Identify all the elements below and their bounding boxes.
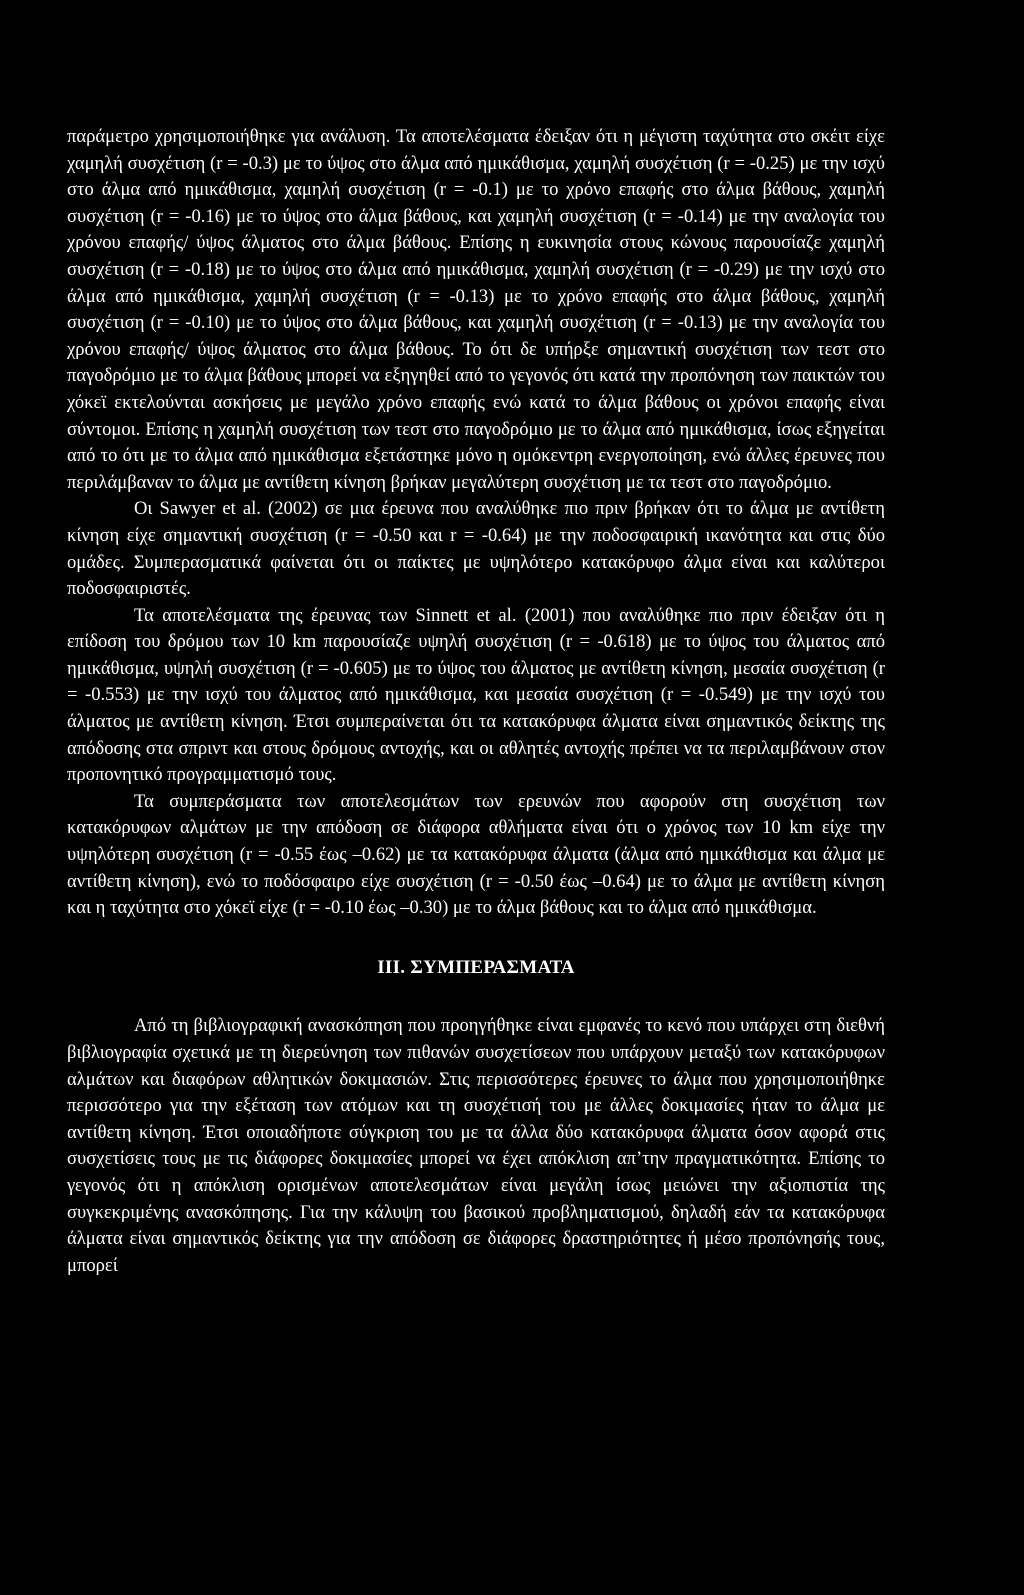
- paragraph-results-hockey: παράμετρο χρησιμοποιήθηκε για ανάλυση. Τα αποτελέσματα έδειξαν ότι η μέγιστη ταχύτητα στο σκέιτ είχε χαμηλή συσχέτιση (r = -0.3) με το ύψος στο άλμα από ημικάθισμα, χαμηλή συσχέτιση (r = -0.25) με την ισχύ στο άλμα από ημικάθισμα, χαμηλή συσχέτιση (r = -0.1) με το χρόνο επαφής στο άλμα βάθους, χαμηλή συσχέτιση (r = -0.16) με το ύψος στο άλμα βάθους, και χαμηλή συσχέτιση (r = -0.14) με την αναλογία του χρόνου επαφής/ ύψος άλματος στο άλμα βάθους. Επίσης η ευκινησία στους κώνους παρουσίαζε χαμηλή συσχέτιση (r = -0.18) με το ύψος στο άλμα από ημικάθισμα, χαμηλή συσχέτιση (r = -0.29) με την ισχύ στο άλμα από ημικάθισμα, χαμηλή συσχέτιση (r = -0.13) με το χρόνο επαφής στο άλμα βάθους, χαμηλή συσχέτιση (r = -0.10) με το ύψος στο άλμα βάθους, και χαμηλή συσχέτιση (r = -0.13) με την αναλογία του χρόνου επαφής/ ύψος άλματος στο άλμα βάθους. Το ότι δε υπήρξε σημαντική συσχέτιση των τεστ στο παγοδρόμιο με το άλμα βάθους μπορεί να εξηγηθεί από το γεγονός ότι κατά την προπόνηση των παικτών του χόκεϊ εκτελούνται ασκήσεις με μεγάλο χρόνο επαφής ενώ κατά το άλμα βάθους οι χρόνοι επαφής είναι σύντομοι. Επίσης η χαμηλή συσχέτιση των τεστ στο παγοδρόμιο με το άλμα από ημικάθισμα, ίσως εξηγείται από το ότι με το άλμα από ημικάθισμα εξετάστηκε μόνο η ομόκεντρη ενεργοποίηση, ενώ άλλες έρευνες που περιλάμβαναν το άλμα με αντίθετη κίνηση βρήκαν μεγαλύτερη συσχέτιση με τα τεστ στο παγοδρόμιο.: [67, 126, 885, 493]
- paragraph-sawyer: Οι Sawyer et al. (2002) σε μια έρευνα που αναλύθηκε πιο πριν βρήκαν ότι το άλμα με αντίθετη κίνηση είχε σημαντική συσχέτιση (r = -0.50 και r = -0.64) με την ποδοσφαιρική ικανότητα και στις δύο ομάδες. Συμπερασματικά φαίνεται ότι οι παίκτες με υψηλότερο κατακόρυφο άλμα είναι και καλύτεροι ποδοσφαιριστές.: [67, 498, 885, 600]
- document-page: [67, 124, 885, 1279]
- paragraph-summary: Τα συμπεράσματα των αποτελεσμάτων των ερευνών που αφορούν στη συσχέτιση των κατακόρυφων αλμάτων με την απόδοση σε διάφορα αθλήματα είναι ότι ο χρόνος των 10 km είχε την υψηλότερη συσχέτιση (r = -0.55 έως –0.62) με τα κατακόρυφα άλματα (άλμα από ημικάθισμα και άλμα με αντίθετη κίνηση), ενώ το ποδόσφαιρο είχε συσχέτιση (r = -0.50 έως –0.64) με το άλμα με αντίθετη κίνηση και η ταχύτητα στο χόκεϊ είχε (r = -0.10 έως –0.30) με το άλμα βάθους και το άλμα από ημικάθισμα.: [67, 790, 885, 919]
- section-heading: III. ΣΥΜΠΕΡΑΣΜΑΤΑ: [377, 956, 575, 978]
- paragraph-sinnett: Τα αποτελέσματα της έρευνας των Sinnett et al. (2001) που αναλύθηκε πιο πριν έδειξαν ότι η επίδοση του δρόμου των 10 km παρουσίαζε υψηλή συσχέτιση (r = -0.618) με το ύψος του άλματος από ημικάθισμα, υψηλή συσχέτιση (r = -0.605) με το ύψος του άλματος με αντίθετη κίνηση, μεσαία συσχέτιση (r = -0.553) με την ισχύ του άλματος από ημικάθισμα, και μεσαία συσχέτιση (r = -0.549) με την ισχύ του άλματος με αντίθετη κίνηση. Έτσι συμπεραίνεται ότι τα κατακόρυφα άλματα είναι σημαντικός δείκτης της απόδοσης στα σπριντ και στους δρόμους αντοχής, και οι αθλητές αντοχής πρέπει να τα περιλαμβάνουν στον προπονητικό προγραμματισμό τους.: [67, 604, 885, 786]
- paragraph-conclusions: Από τη βιβλιογραφική ανασκόπηση που προηγήθηκε είναι εμφανές το κενό που υπάρχει στη διεθνή βιβλιογραφία σχετικά με τη διερεύνηση των πιθανών συσχετίσεων που υπάρχουν μεταξύ των κατακόρυφων αλμάτων και διαφόρων αθλητικών δοκιμασιών. Στις περισσότερες έρευνες το άλμα που χρησιμοποιήθηκε περισσότερο για την εξέταση των ατόμων και τη συσχέτισή του με άλλες δοκιμασίες ήταν το άλμα με αντίθετη κίνηση. Έτσι οποιαδήποτε σύγκριση του με τα άλλα δύο κατακόρυφα άλματα όσον αφορά στις συσχετίσεις τους με τις διάφορες δοκιμασίες μπορεί να έχει απόκλιση απ’την πραγματικότητα. Επίσης το γεγονός ότι η απόκλιση ορισμένων αποτελεσμάτων είναι μεγάλη ίσως μειώνει την αξιοπιστία της συγκεκριμένης ανασκόπησης. Για την κάλυψη του βασικού προβληματισμού, δηλαδή εάν τα κατακόρυφα άλματα είναι σημαντικός δείκτης για την απόδοση σε διάφορες δραστηριότητες ή μέσο προπόνησής τους, μπορεί: [67, 1015, 885, 1276]
